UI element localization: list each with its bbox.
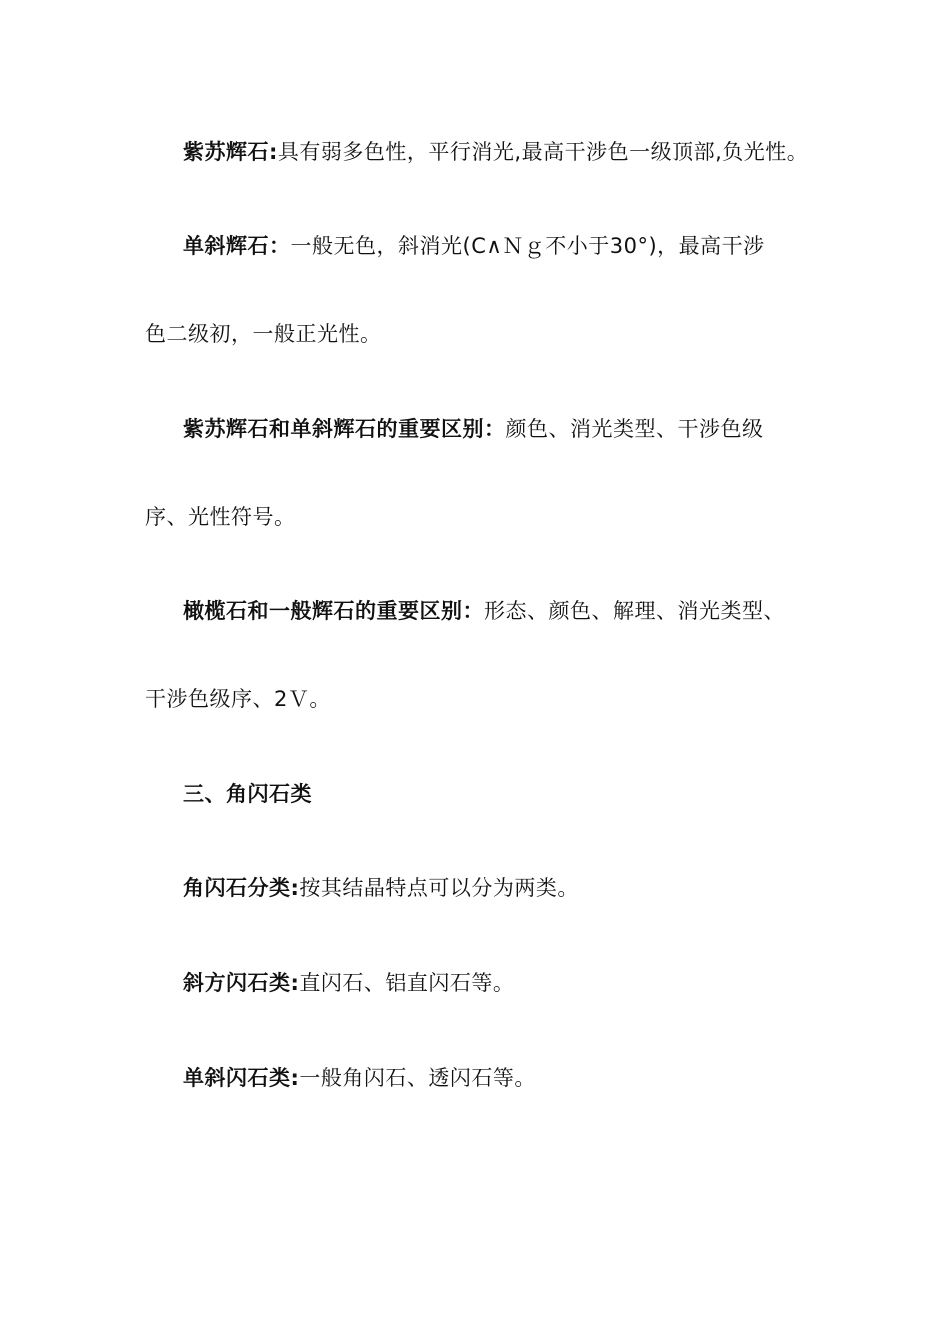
paragraph-clinopyroxene [183,232,765,260]
paragraph-hypersthene [183,138,808,166]
term-olivine-difference: 橄榄石和一般辉石的重要区别： [183,599,484,623]
term-hypersthene: 紫苏辉石: [183,140,278,164]
text-amphibole-classification: 按其结晶特点可以分为两类。 [299,876,579,900]
term-clinopyroxene: 单斜辉石： [183,234,291,258]
section-heading-amphibole: 三、角闪石类 [183,782,312,806]
paragraph-olivine-difference [183,597,785,625]
text-hypersthene: 具有弱多色性，平行消光,最高干涉色一级顶部,负光性。 [277,140,809,164]
paragraph-olivine-difference-continuation: 干涉色级序、2Ｖ。 [145,687,331,711]
paragraph-clinopyroxene-continuation: 色二级初，一般正光性。 [145,322,382,346]
paragraph-clinoamphibole [183,1064,536,1092]
text-pyroxene-difference: 颜色、消光类型、干涉色级 [505,417,764,441]
paragraph-pyroxene-difference-continuation: 序、光性符号。 [145,505,296,529]
term-pyroxene-difference: 紫苏辉石和单斜辉石的重要区别： [183,417,506,441]
term-orthoamphibole: 斜方闪石类: [183,971,300,995]
text-olivine-difference: 形态、颜色、解理、消光类型、 [484,599,785,623]
term-amphibole-classification: 角闪石分类: [183,876,300,900]
paragraph-amphibole-classification [183,874,579,902]
paragraph-pyroxene-difference [183,415,764,443]
term-clinoamphibole: 单斜闪石类: [183,1066,300,1090]
text-clinoamphibole: 一般角闪石、透闪石等。 [299,1066,536,1090]
text-clinopyroxene: 一般无色，斜消光(C∧Ｎｇ不小于30°)，最高干涉 [290,234,765,258]
text-orthoamphibole: 直闪石、铝直闪石等。 [299,971,515,995]
paragraph-orthoamphibole [183,969,514,997]
